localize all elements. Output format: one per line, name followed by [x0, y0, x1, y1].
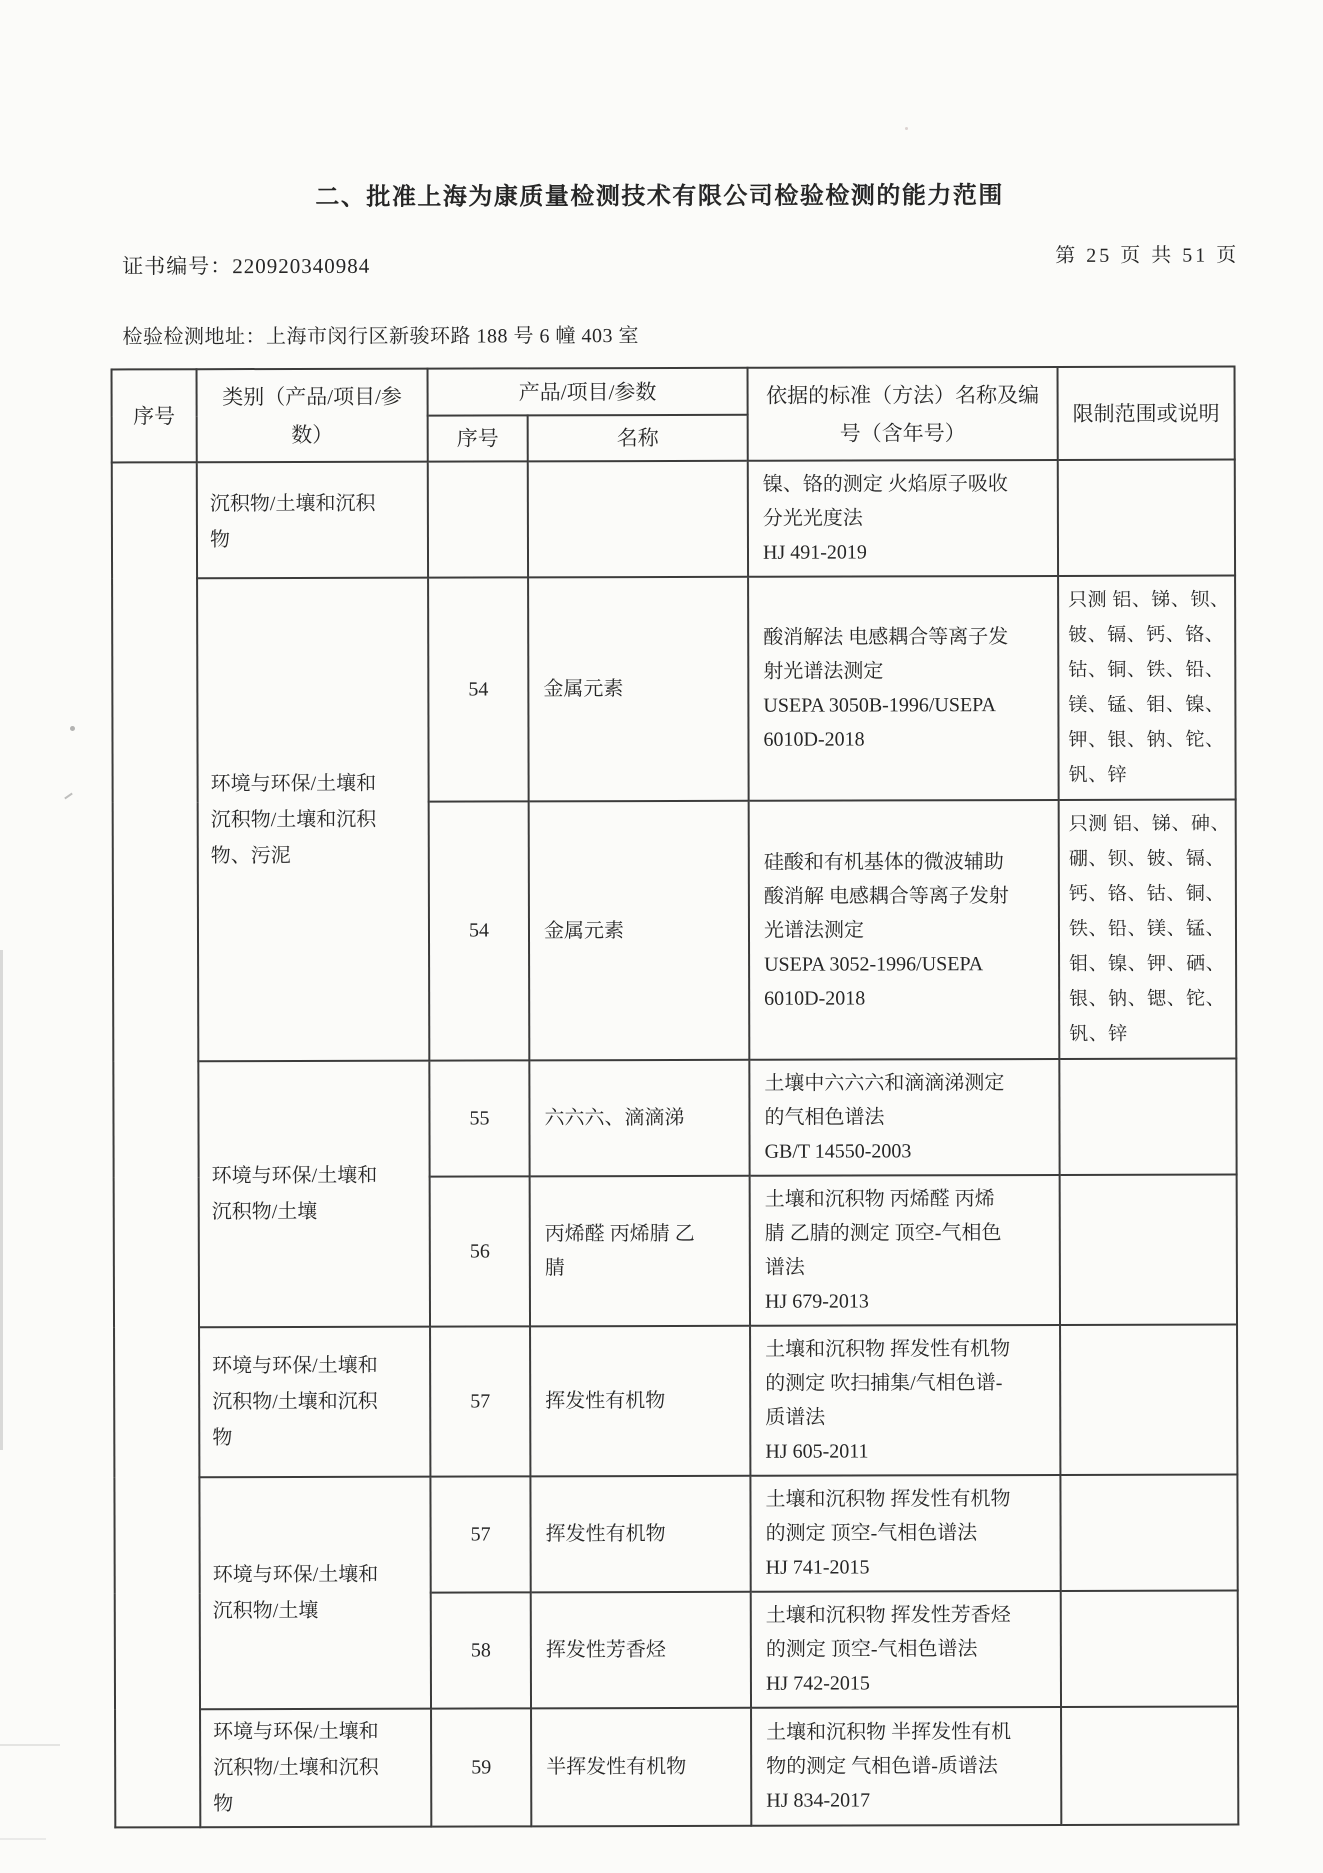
cell-seq: 57: [430, 1326, 530, 1476]
cell-standard: 土壤和沉积物 丙烯醛 丙烯 腈 乙腈的测定 顶空-气相色 谱法 HJ 679-2013: [750, 1175, 1060, 1326]
cell-category: 环境与环保/土壤和 沉积物/土壤: [199, 1477, 431, 1710]
header-restriction: 限制范围或说明: [1058, 366, 1235, 459]
cell-standard: 镍、铬的测定 火焰原子吸收 分光光度法 HJ 491-2019: [748, 460, 1058, 577]
document-title: 二、批准上海为康质量检测技术有限公司检验检测的能力范围: [315, 183, 1004, 211]
cell-standard: 土壤和沉积物 半挥发性有机 物的测定 气相色谱-质谱法 HJ 834-2017: [751, 1707, 1061, 1826]
cell-seq: 56: [430, 1176, 530, 1326]
cell-seq: 54: [429, 801, 530, 1060]
certificate-number: 证书编号：220920340984: [122, 253, 371, 279]
cell-seq: 59: [431, 1708, 531, 1826]
table-header: [112, 366, 1235, 462]
cell-name: 丙烯醛 丙烯腈 乙 腈: [530, 1176, 750, 1327]
cell-seq: 54: [428, 577, 529, 801]
cell-standard: 土壤中六六六和滴滴涕测定 的气相色谱法 GB/T 14550-2003: [749, 1059, 1059, 1176]
header-standard: 依据的标准（方法）名称及编 号（含年号）: [748, 367, 1058, 461]
cell-standard: 酸消解法 电感耦合等离子发 射光谱法测定 USEPA 3050B-1996/USEPA 6010D-2018: [748, 576, 1059, 801]
cell-restriction: [1060, 1174, 1237, 1324]
cell-standard: 土壤和沉积物 挥发性有机物 的测定 顶空-气相色谱法 HJ 741-2015: [750, 1475, 1060, 1592]
header-product-group: 产品/项目/参数: [428, 368, 748, 416]
cell-restriction: [1059, 1058, 1236, 1174]
cell-name: 挥发性芳香烃: [531, 1592, 751, 1709]
header-product-name: 名称: [528, 415, 748, 462]
table-row: [113, 1058, 1236, 1177]
cell-category: 环境与环保/土壤和 沉积物/土壤和沉积 物: [199, 1327, 430, 1478]
cell-restriction: 只测 铝、锑、钡、 铍、镉、钙、铬、 钴、铜、铁、铅、 镁、锰、钼、镍、 钾、银、钠、铊、 钒、锌: [1058, 575, 1236, 799]
cell-restriction: [1060, 1324, 1237, 1474]
table-row: [112, 459, 1235, 578]
cell-seq: 58: [431, 1592, 531, 1708]
table-row: [114, 1474, 1237, 1593]
cell-name: 金属元素: [529, 801, 750, 1061]
cell-restriction: [1061, 1590, 1238, 1706]
table-row: [112, 575, 1236, 802]
capability-scope-table: [111, 365, 1240, 1828]
table-row: [114, 1324, 1237, 1477]
cell-row-seq-column: [112, 462, 201, 1827]
cell-restriction: 只测 铝、锑、砷、 硼、钡、铍、镉、 钙、铬、钴、铜、 铁、铅、镁、锰、 钼、镍、钾、硒、 银、钠、锶、铊、 钒、锌: [1059, 799, 1237, 1058]
cell-restriction: [1060, 1474, 1237, 1590]
cell-name: [528, 461, 748, 578]
cell-category: 环境与环保/土壤和 沉积物/土壤和沉积 物、污泥: [197, 578, 429, 1062]
cell-seq: 55: [429, 1060, 529, 1176]
table-row: [115, 1706, 1238, 1827]
cell-category: 沉积物/土壤和沉积 物: [197, 462, 428, 579]
page-indicator: 第 25 页 共 51 页: [1055, 244, 1240, 267]
cell-seq: [428, 461, 528, 577]
cell-standard: 土壤和沉积物 挥发性有机物 的测定 吹扫捕集/气相色谱- 质谱法 HJ 605-2011: [750, 1325, 1060, 1476]
cell-restriction: [1058, 459, 1235, 575]
header-product-seq: 序号: [428, 415, 528, 461]
cell-name: 六六六、滴滴涕: [529, 1060, 749, 1177]
inspection-address: 检验检测地址：上海市闵行区新骏环路 188 号 6 幢 403 室: [122, 325, 639, 349]
header-category: 类别（产品/项目/参 数）: [197, 369, 428, 463]
cell-name: 半挥发性有机物: [531, 1708, 751, 1827]
cell-category: 环境与环保/土壤和 沉积物/土壤: [198, 1061, 430, 1328]
cell-category: 环境与环保/土壤和 沉积物/土壤和沉积 物: [200, 1709, 431, 1828]
cell-name: 挥发性有机物: [530, 1476, 750, 1593]
cell-name: 挥发性有机物: [530, 1326, 750, 1477]
cell-restriction: [1061, 1706, 1238, 1824]
cell-standard: 硅酸和有机基体的微波辅助 酸消解 电感耦合等离子发射 光谱法测定 USEPA 3052-1996/USEPA 6010D-2018: [749, 800, 1060, 1060]
cell-name: 金属元素: [528, 577, 749, 802]
header-row-seq: 序号: [112, 369, 197, 462]
cell-seq: 57: [430, 1476, 530, 1592]
cell-standard: 土壤和沉积物 挥发性芳香烃 的测定 顶空-气相色谱法 HJ 742-2015: [751, 1591, 1061, 1708]
